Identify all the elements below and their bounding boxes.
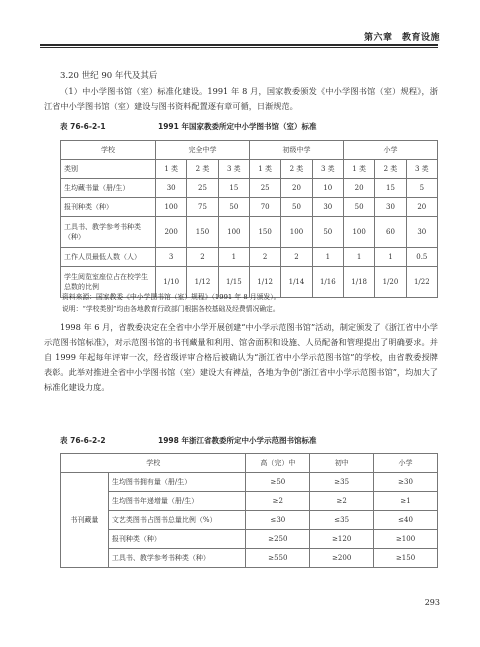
- table-cell: 50: [312, 217, 343, 248]
- table1-class-header: 3 类: [406, 160, 437, 179]
- table2-col-header: 小学: [374, 454, 438, 473]
- table-row: [61, 511, 438, 530]
- table-cell: ≥550: [246, 549, 310, 568]
- table-row: [61, 473, 438, 492]
- chapter-header: 第六章 教育设施: [363, 33, 440, 43]
- row-label: 报刊种类（种）: [61, 198, 156, 217]
- table-cell: ≥100: [374, 530, 438, 549]
- header-rule-thin: [40, 47, 438, 48]
- table-row: [61, 248, 438, 267]
- table-cell: ≤40: [374, 511, 438, 530]
- table-cell: 2: [249, 248, 280, 267]
- paragraph-2: 1998 年 6 月，省教委决定在全省中小学开展创建“中小学示范图书馆”活动，制定颁发了《浙江省中小学示范图书馆标准》，对示范图书馆的书刊藏量和利用、馆舍面积和设施、人员配备和管理提出了明确要求。并自 1999 年起每年评审一次，经省级评审合格后被确认为“浙江省中小学示范图书馆”的学校，由省教委授牌表彰。此举对推进全省中小学图书馆（室）建设大有裨益，各地为争创“浙江省中小学示范图书馆”，均加大了标准化建设力度。: [44, 322, 438, 392]
- table-cell: ≤30: [246, 511, 310, 530]
- table-cell: ≥2: [246, 492, 310, 511]
- table1-explanation-note: 说明：“学校类别”均由各地教育行政部门根据各校基础及经费情况确定。: [62, 305, 280, 313]
- table-cell: 15: [218, 179, 249, 198]
- table1-caption: [60, 121, 316, 132]
- table-cell: 20: [406, 198, 437, 217]
- table1-group-header: 初级中学: [249, 141, 343, 160]
- table-cell: ≥150: [374, 549, 438, 568]
- row-label: 工具书、教学参考书种类（种）: [61, 217, 156, 248]
- row-label: 生均图书年递增量（册/生）: [108, 492, 246, 511]
- table-cell: 0.5: [406, 248, 437, 267]
- row-label: 学生阅览室座位占在校学生总数的比例: [61, 267, 156, 298]
- table-cell: 2: [187, 248, 218, 267]
- table1-title: 1991 年国家教委所定中小学图书馆（室）标准: [158, 122, 317, 131]
- table-cell: 10: [312, 179, 343, 198]
- table-row: [61, 492, 438, 511]
- table1-class-header: 1 类: [156, 160, 187, 179]
- table-cell: 30: [406, 217, 437, 248]
- table-cell: 100: [156, 198, 187, 217]
- table2-head-row: [61, 454, 438, 473]
- table-cell: 15: [375, 179, 406, 198]
- table1-class-header: 1 类: [343, 160, 374, 179]
- table-row: [61, 198, 438, 217]
- table-cell: 70: [249, 198, 280, 217]
- table1-class-header: 3 类: [218, 160, 249, 179]
- table-cell: ≥2: [310, 492, 374, 511]
- table2-col-header: 高（完）中: [246, 454, 310, 473]
- table-cell: 1: [343, 248, 374, 267]
- table-cell: ≥30: [374, 473, 438, 492]
- row-label: 文艺类图书占图书总量比例（%）: [108, 511, 246, 530]
- table-cell: 1/15: [218, 267, 249, 298]
- table-cell: 30: [375, 198, 406, 217]
- table-cell: 1/12: [187, 267, 218, 298]
- table-cell: 100: [218, 217, 249, 248]
- table-cell: 150: [249, 217, 280, 248]
- table-cell: 150: [187, 217, 218, 248]
- table-cell: 60: [375, 217, 406, 248]
- table-cell: ≥1: [374, 492, 438, 511]
- table1-class-header: 2 类: [281, 160, 312, 179]
- table-cell: 20: [281, 179, 312, 198]
- table-cell: 50: [343, 198, 374, 217]
- table-cell: ≥35: [310, 473, 374, 492]
- table-cell: 3: [156, 248, 187, 267]
- table2-id: 表 76-6-2-2: [60, 436, 106, 445]
- table2-group-label: 书刊藏量: [61, 473, 109, 568]
- table-cell: ≤35: [310, 511, 374, 530]
- table-cell: 1: [312, 248, 343, 267]
- table-cell: 2: [281, 248, 312, 267]
- table1-group-header: 小学: [343, 141, 437, 160]
- table2-col-header: 初中: [310, 454, 374, 473]
- table-cell: 1/14: [281, 267, 312, 298]
- table1-category-header: 类别: [61, 160, 156, 179]
- table1-head-row-groups: [61, 141, 438, 160]
- table2-title: 1998 年浙江省教委所定中小学示范图书馆标准: [158, 436, 317, 445]
- table-cell: ≥120: [310, 530, 374, 549]
- table-cell: 1/10: [156, 267, 187, 298]
- header-rule: [40, 44, 438, 46]
- table-row: [61, 217, 438, 248]
- table1-id: 表 76-6-2-1: [60, 122, 106, 131]
- table-cell: ≥200: [310, 549, 374, 568]
- table-1991-standards: [60, 140, 438, 298]
- table-row: [61, 179, 438, 198]
- table-cell: 1/16: [312, 267, 343, 298]
- row-label: 生均藏书量（册/生）: [61, 179, 156, 198]
- table-cell: 100: [281, 217, 312, 248]
- table2-school-header: 学校: [61, 454, 246, 473]
- table1-group-header: 完全中学: [156, 141, 250, 160]
- table-cell: 30: [156, 179, 187, 198]
- row-label: 工作人员最低人数（人）: [61, 248, 156, 267]
- table1-head-row-classes: [61, 160, 438, 179]
- table-cell: 5: [406, 179, 437, 198]
- table1-class-header: 2 类: [187, 160, 218, 179]
- row-label: 工具书、教学参考书种类（种）: [108, 549, 246, 568]
- table-cell: 100: [343, 217, 374, 248]
- table-cell: ≥50: [246, 473, 310, 492]
- table-cell: 75: [187, 198, 218, 217]
- table-cell: 25: [249, 179, 280, 198]
- table-cell: 50: [281, 198, 312, 217]
- table1-school-header: 学校: [61, 141, 156, 160]
- table-1998-standards: [60, 453, 438, 568]
- table1-class-header: 1 类: [249, 160, 280, 179]
- table-cell: 25: [187, 179, 218, 198]
- paragraph-1: （1）中小学图书馆（室）标准化建设。1991 年 8 月，国家教委颁发《中小学图书馆（室）规程》，浙江省中小学图书馆（室）建设与图书资料配置逐有章可循，日渐规范。: [44, 86, 438, 111]
- table-row: [61, 549, 438, 568]
- page-number: 293: [424, 598, 440, 607]
- table1-class-header: 3 类: [312, 160, 343, 179]
- table1-class-header: 2 类: [375, 160, 406, 179]
- table-cell: 1/18: [343, 267, 374, 298]
- table-cell: 1/22: [406, 267, 437, 298]
- table-cell: 20: [343, 179, 374, 198]
- row-label: 报刊种类（种）: [108, 530, 246, 549]
- row-label: 生均图书拥有量（册/生）: [108, 473, 246, 492]
- section-title: 3.20 世纪 90 年代及其后: [60, 71, 158, 81]
- table-cell: 1: [375, 248, 406, 267]
- table-cell: 50: [218, 198, 249, 217]
- table-cell: ≥250: [246, 530, 310, 549]
- table2-caption: [60, 435, 316, 446]
- table-cell: 1/12: [249, 267, 280, 298]
- table-cell: 1: [218, 248, 249, 267]
- table1-source-note: 资料来源：国家教委《中小学图书馆（室）规程》（1991 年 8 月颁发）。: [62, 293, 281, 301]
- table-row: [61, 530, 438, 549]
- table-cell: 1/20: [375, 267, 406, 298]
- table-cell: 200: [156, 217, 187, 248]
- table-cell: 30: [312, 198, 343, 217]
